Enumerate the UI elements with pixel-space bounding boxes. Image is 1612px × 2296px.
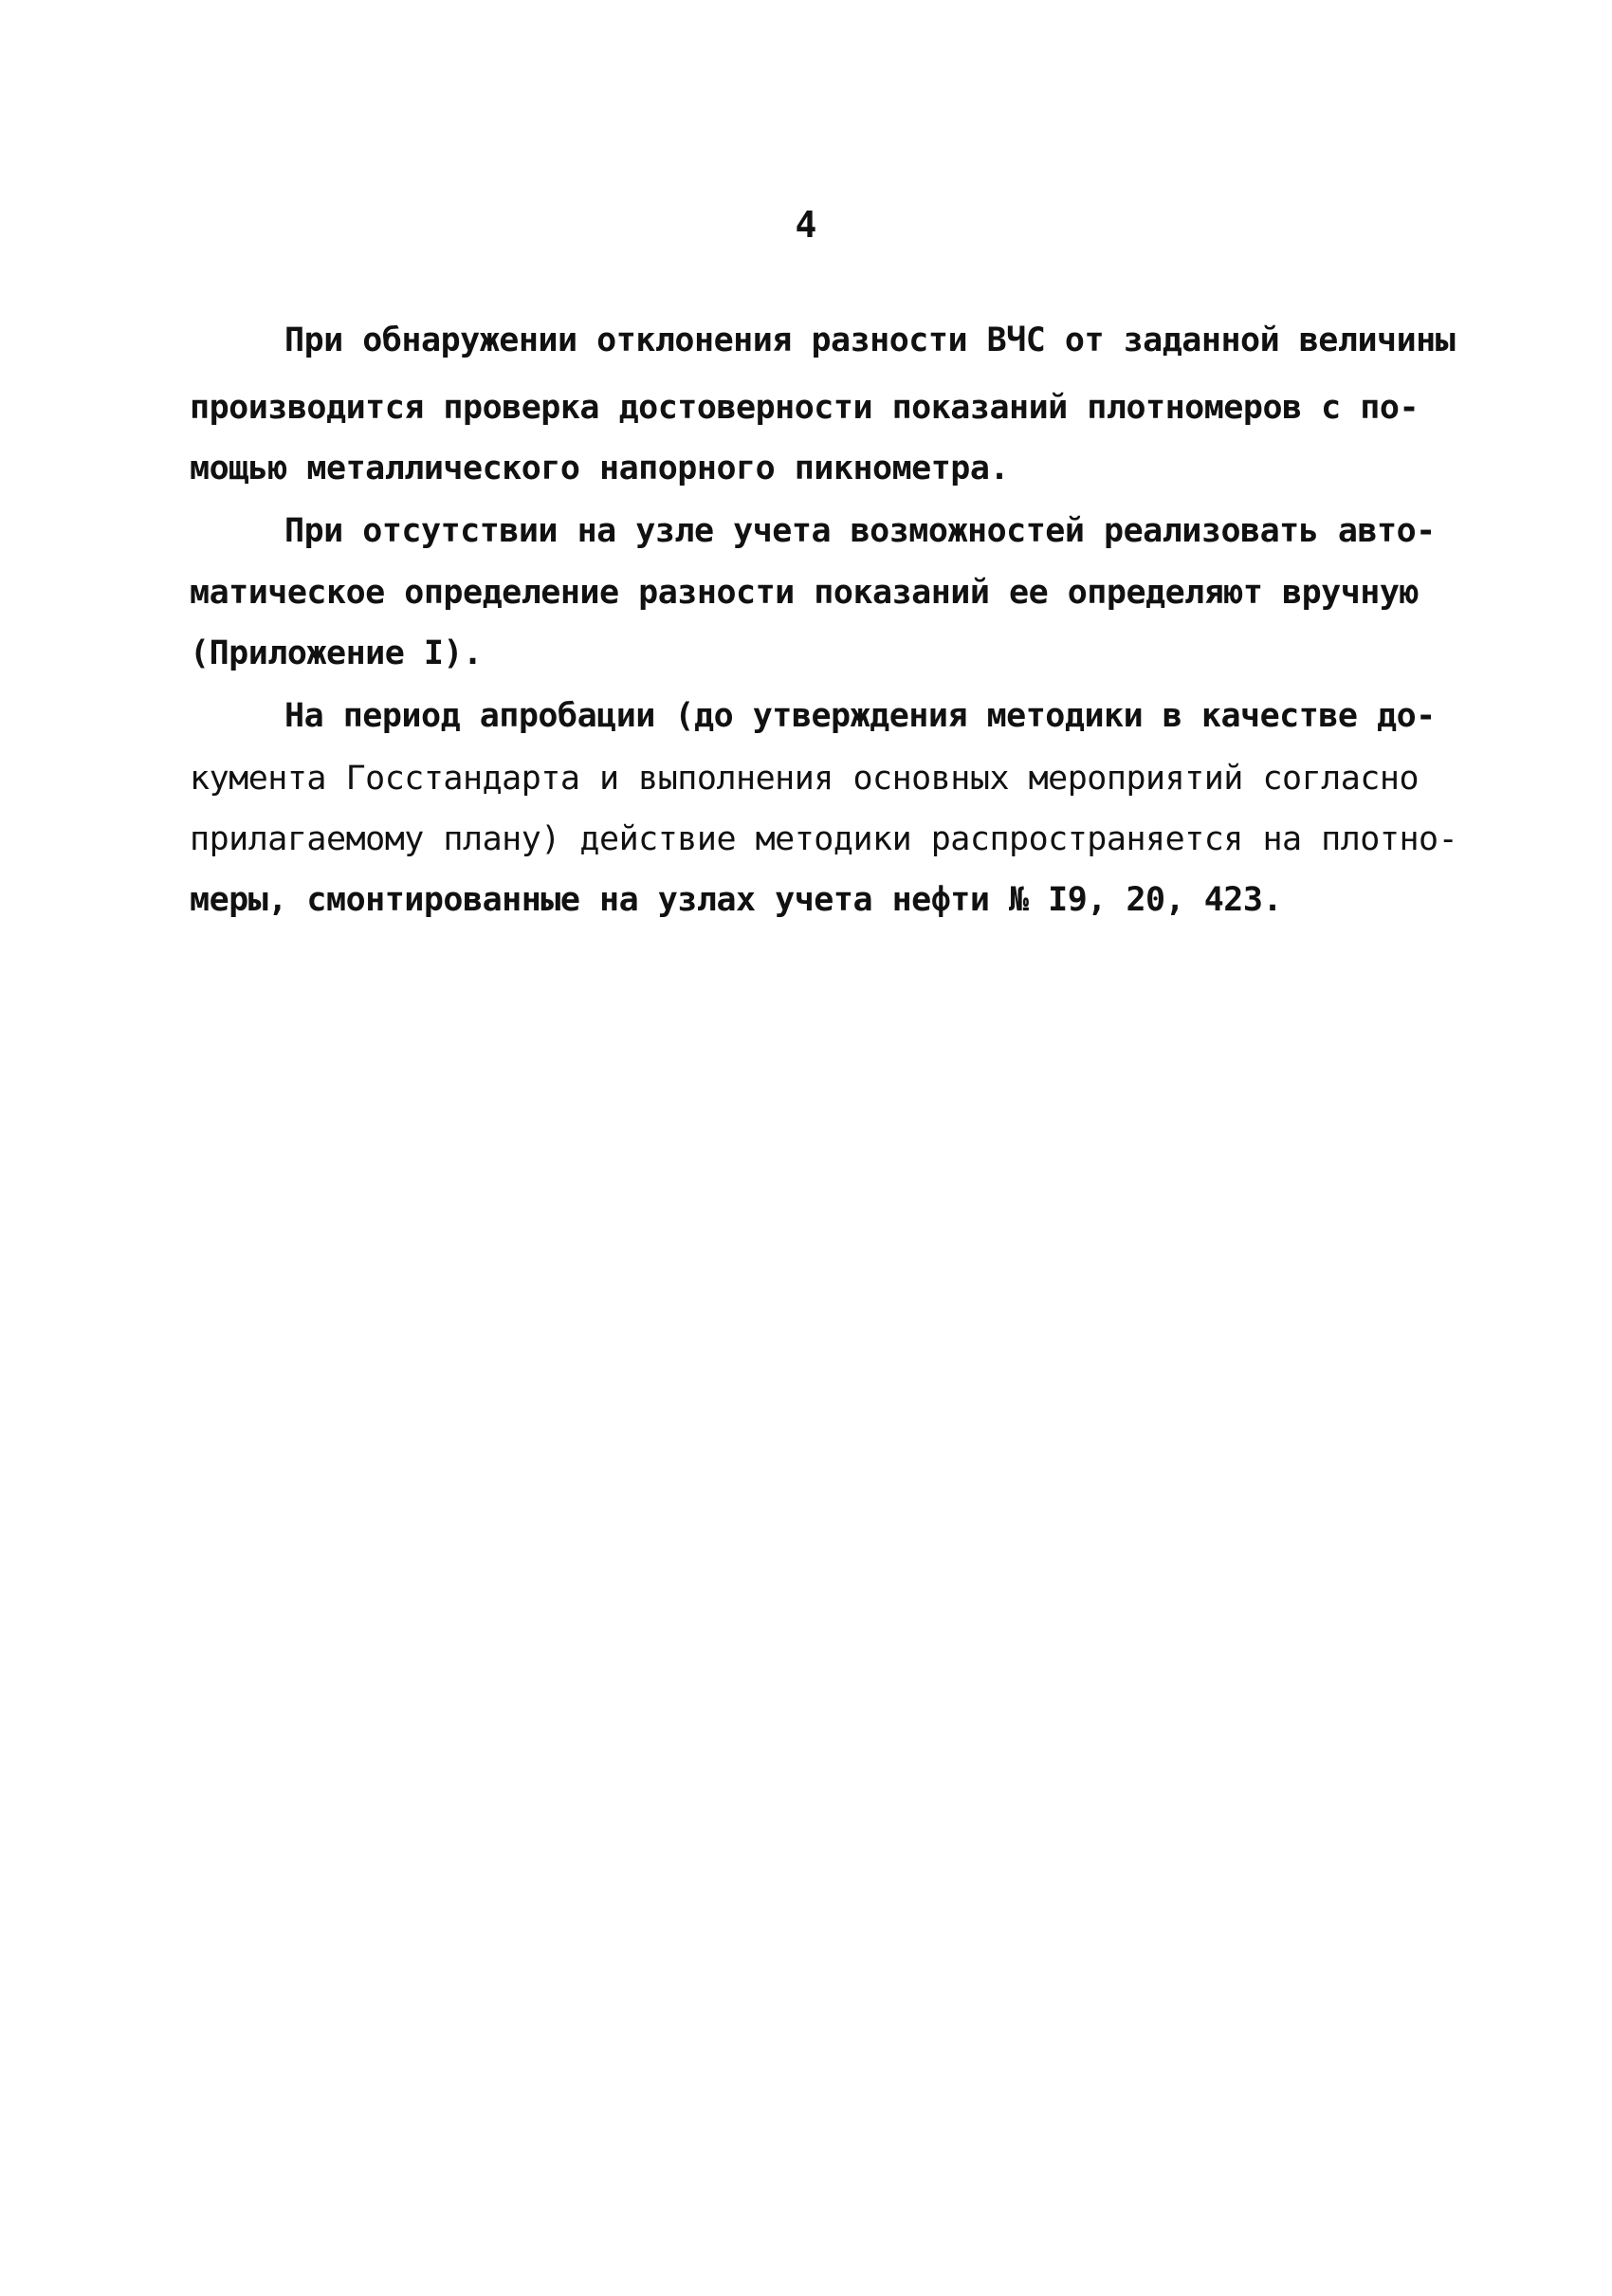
text-line: На период апробации (до утверждения методики в качестве до- [284,697,1436,735]
text-line: прилагаемому плану) действие методики распространяется на плотно- [190,820,1458,858]
text-line: мощью металлического напорного пикнометра. [190,450,1010,487]
text-line: При отсутствии на узле учета возможностей реализовать авто- [284,512,1436,550]
text-line: При обнаружении отклонения разности ВЧС от заданной величины [284,321,1456,359]
text-line: кумента Госстандарта и выполнения основных мероприятий согласно [190,760,1420,798]
text-line: производится проверка достоверности показаний плотномеров с по- [190,389,1420,427]
text-line: меры, смонтированные на узлах учета нефти № I9, 20, 423. [190,881,1283,919]
text-line: (Приложение I). [190,634,483,672]
page-number: 4 [795,204,817,246]
text-line: матическое определение разности показаний ее определяют вручную [190,574,1420,612]
